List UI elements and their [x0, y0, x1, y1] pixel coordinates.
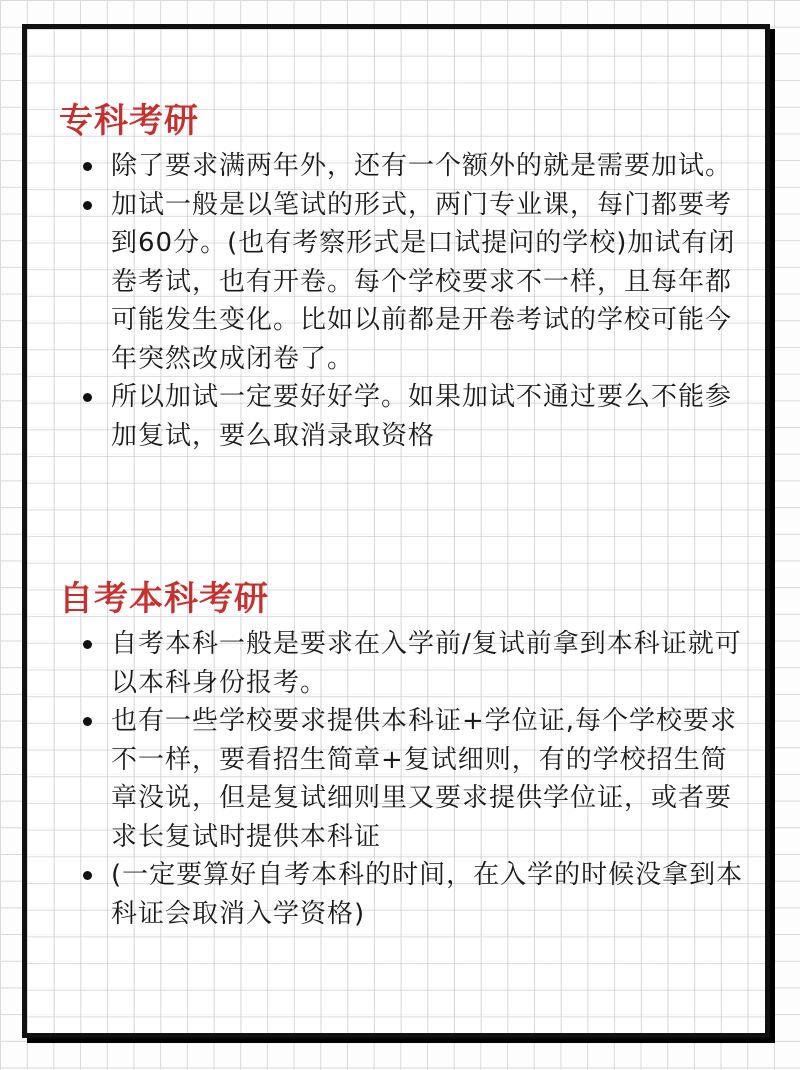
section-self-study-bachelor [59, 577, 745, 933]
list-item [59, 147, 745, 186]
section-title: 专科考研 [59, 101, 199, 141]
list-item [59, 856, 745, 933]
list-item [59, 378, 745, 455]
bullet-list [59, 625, 745, 933]
list-item-text: 所以加试一定要好好学。如果加试不通过要么不能参加复试，要么取消录取资格 [111, 382, 733, 451]
bullet-icon [83, 162, 92, 171]
note-card [22, 24, 770, 1038]
bullet-icon [83, 717, 92, 726]
bullet-list [59, 147, 745, 455]
section-junior-college [59, 99, 745, 455]
list-item [59, 186, 745, 379]
bullet-icon [83, 640, 92, 649]
list-item-text: (一定要算好自考本科的时间，在入学的时候没拿到本科证会取消入学资格) [111, 860, 744, 929]
list-item-text: 除了要求满两年外，还有一个额外的就是需要加试。 [111, 151, 733, 181]
list-item-text: 也有一些学校要求提供本科证+学位证,每个学校要求不一样，要看招生简章+复试细则，有的学校招生简章没说，但是复试细则里又要求提供学位证，或者要求长复试时提供本科证 [111, 706, 738, 852]
list-item [59, 625, 745, 702]
list-item-text: 加试一般是以笔试的形式，两门专业课，每门都要考到60分。(也有考察形式是口试提问的学校)加试有闭卷考试，也有开卷。每个学校要求不一样，且每年都可能发生变化。比如以前都是开卷考试的学校可能今年突然改成闭卷了。 [111, 189, 736, 374]
bullet-icon [83, 201, 92, 210]
section-title: 自考本科考研 [59, 579, 269, 619]
list-item-text: 自考本科一般是要求在入学前/复试前拿到本科证就可以本科身份报考。 [111, 629, 742, 698]
list-item [59, 702, 745, 856]
bullet-icon [83, 393, 92, 402]
bullet-icon [83, 871, 92, 880]
